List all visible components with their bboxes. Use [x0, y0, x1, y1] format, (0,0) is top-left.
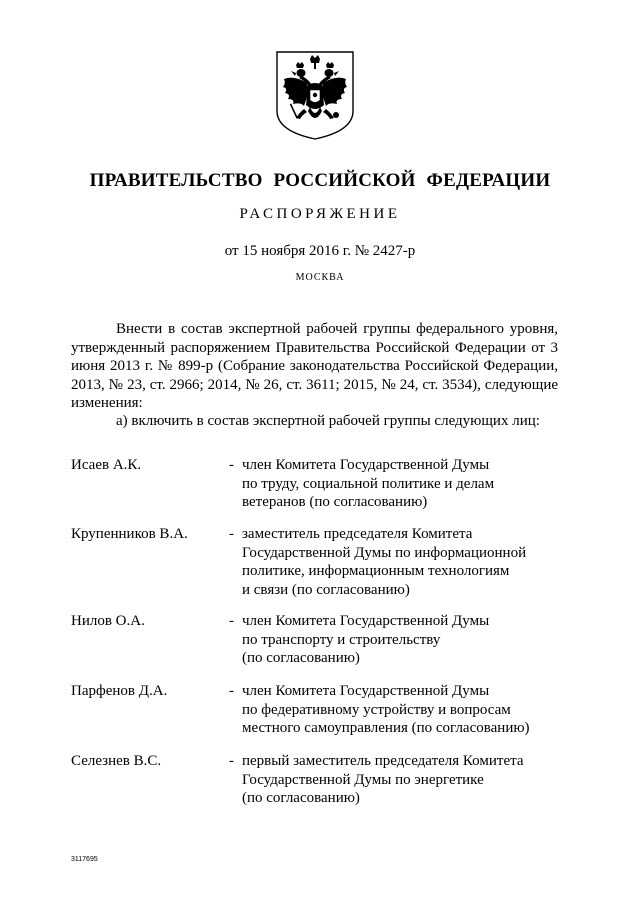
document-city: МОСКВА — [295, 272, 345, 283]
member-name: Исаев А.К. — [71, 457, 142, 473]
footer-document-number: 3117695 — [71, 856, 98, 863]
government-title: ПРАВИТЕЛЬСТВО РОССИЙСКОЙ ФЕДЕРАЦИИ — [89, 170, 551, 191]
member-role: член Комитета Государственной Думы по труду, социальной политике и делам ветеранов (по согласованию) — [242, 457, 495, 510]
member-name: Селезнев В.С. — [71, 753, 162, 769]
member-name: Нилов О.А. — [71, 613, 145, 629]
document-type: РАСПОРЯЖЕНИЕ — [239, 206, 401, 222]
member-dash: - — [229, 457, 234, 473]
member-dash: - — [229, 613, 234, 629]
coat-of-arms-emblem — [274, 49, 356, 141]
member-role: заместитель председателя Комитета Государственной Думы по информационной политике, информационным технологиям и связи (по согласованию) — [242, 526, 527, 598]
subitem-a: а) включить в состав экспертной рабочей группы следующих лиц: — [116, 413, 540, 429]
body-paragraph: Внести в состав экспертной рабочей группы федерального уровня, утвержденный распоряжением Правительства Российской Федерации от 3 июня 2013 г. № 899-р (Собрание законодательства Российской Федерации, 2013, № 23, ст. 2966; 2014, № 26, ст. 3611; 2015, № 24, ст. 3534), следующие изменения: — [71, 321, 558, 411]
member-role: первый заместитель председателя Комитета Государственной Думы по энергетике (по согласованию) — [242, 753, 524, 806]
member-dash: - — [229, 526, 234, 542]
document-date-number: от 15 ноября 2016 г. № 2427-р — [224, 243, 416, 259]
member-name: Крупенников В.А. — [71, 526, 188, 542]
member-role: член Комитета Государственной Думы по федеративному устройству и вопросам местного самоуправления (по согласованию) — [242, 683, 530, 736]
member-dash: - — [229, 753, 234, 769]
member-name: Парфенов Д.А. — [71, 683, 168, 699]
member-role: член Комитета Государственной Думы по транспорту и строительству (по согласованию) — [242, 613, 490, 666]
member-dash: - — [229, 683, 234, 699]
